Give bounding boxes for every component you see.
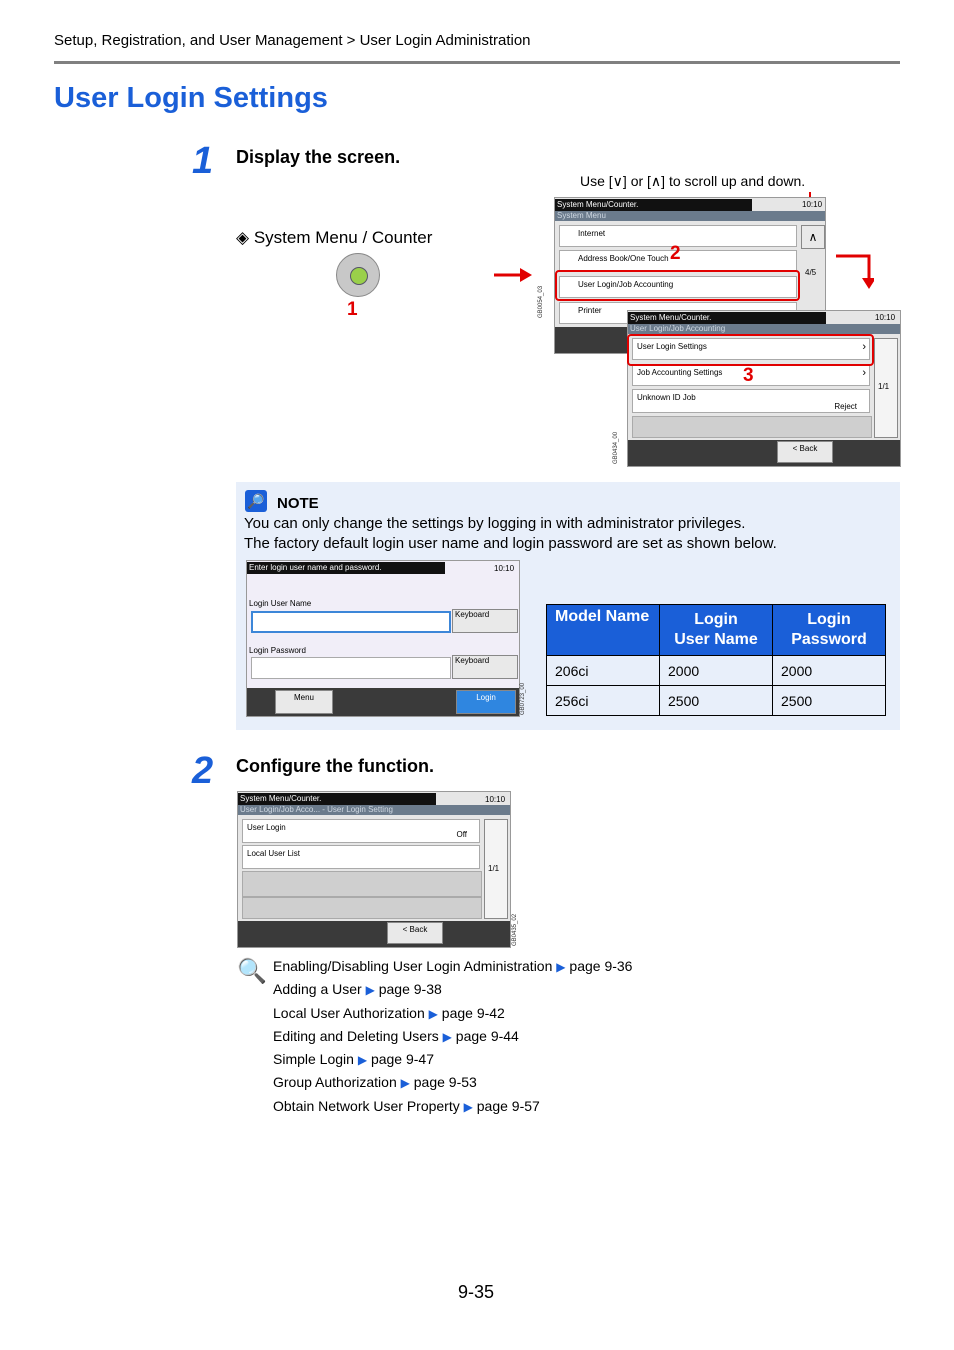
reference-link[interactable]: Obtain Network User Property ▶ page 9-57 — [273, 1097, 540, 1114]
note-magnifier-icon: 🔎 — [245, 490, 267, 512]
chevron-right-icon: › — [862, 367, 866, 379]
chevron-right-icon: › — [862, 341, 866, 353]
empty-row — [242, 871, 482, 897]
system-menu-icon: ◈ — [236, 228, 250, 247]
menu-item-user-login-job-accounting[interactable]: User Login/Job Accounting — [559, 276, 797, 298]
triangle-right-icon: ▶ — [463, 1099, 473, 1114]
highlight-user-login-settings — [627, 334, 874, 366]
keyboard-button-user[interactable]: Keyboard — [452, 609, 518, 633]
callout-1: 1 — [347, 299, 358, 320]
triangle-right-icon: ▶ — [357, 1053, 368, 1068]
menu-item-printer[interactable]: Printer — [559, 302, 797, 324]
menu-item-user-login-settings[interactable]: User Login Settings › — [632, 338, 870, 360]
table-cell: 2000 — [773, 656, 886, 686]
screen-a-code: GB0054_03 — [538, 285, 544, 318]
default-login-table — [546, 604, 886, 716]
red-bent-arrow-icon — [834, 252, 874, 290]
table-cell: 256ci — [547, 686, 660, 716]
step-1-title: Display the screen. — [236, 147, 401, 167]
screen-b-subheader: User Login/Job Accounting — [628, 324, 900, 334]
screen-user-login-setting — [237, 791, 511, 948]
system-menu-key-label: ◈ System Menu / Counter — [236, 228, 433, 247]
screen-c-page: 1/1 — [488, 864, 500, 873]
screen-a-subheader: System Menu — [555, 211, 825, 221]
triangle-right-icon: ▶ — [442, 1029, 452, 1044]
menu-item-local-user-list[interactable]: Local User List — [242, 845, 480, 869]
page-number: 9-35 — [458, 1282, 495, 1302]
menu-item-address-book[interactable]: Address Book/One Touch — [559, 250, 797, 272]
unknown-id-job-value: Reject — [834, 402, 857, 411]
screen-a-header: System Menu/Counter. — [555, 199, 752, 211]
note-label: NOTE — [277, 495, 319, 512]
screen-b-page: 1/1 — [878, 382, 890, 391]
login-screen-time: 10:10 — [494, 564, 515, 573]
step-2-number: 2 — [192, 750, 214, 792]
table-cell: 2500 — [660, 686, 773, 716]
triangle-right-icon: ▶ — [365, 983, 375, 998]
login-user-name-field[interactable] — [251, 611, 451, 633]
reference-link[interactable]: Group Authorization ▶ page 9-53 — [273, 1074, 477, 1091]
keyboard-button-password[interactable]: Keyboard — [452, 655, 518, 679]
reference-links — [273, 955, 632, 1118]
back-button[interactable]: < Back — [777, 441, 833, 463]
reference-link[interactable]: Editing and Deleting Users ▶ page 9-44 — [273, 1027, 519, 1044]
step-1-number: 1 — [192, 140, 214, 182]
scroll-up-button[interactable]: ∧ — [801, 225, 825, 249]
highlight-user-login-job-accounting — [555, 270, 800, 301]
system-menu-key[interactable] — [336, 253, 380, 297]
table-cell: 206ci — [547, 656, 660, 686]
menu-item-job-accounting-settings[interactable]: Job Accounting Settings › — [632, 364, 870, 386]
back-button[interactable]: < Back — [387, 922, 443, 944]
reference-link[interactable]: Enabling/Disabling User Login Administration ▶ page 9-36 — [273, 958, 633, 974]
menu-item-unknown-id-job[interactable]: Unknown ID Job Reject — [632, 389, 870, 413]
table-header-user-name: Login User Name — [660, 605, 773, 656]
triangle-right-icon: ▶ — [556, 960, 566, 974]
login-password-field[interactable] — [251, 657, 451, 679]
screen-c-header: System Menu/Counter. — [238, 793, 436, 805]
table-header-model: Model Name — [547, 605, 660, 656]
screen-b-header: System Menu/Counter. — [628, 312, 826, 324]
scroll-hint: Use [∨] or [∧] to scroll up and down. — [580, 173, 806, 189]
screen-c-time: 10:10 — [485, 795, 506, 804]
login-button[interactable]: Login — [456, 690, 516, 714]
menu-item-internet[interactable]: Internet — [559, 225, 797, 247]
table-header-password: Login Password — [773, 605, 886, 656]
login-user-name-label: Login User Name — [249, 599, 312, 608]
screen-b-time: 10:10 — [875, 313, 896, 322]
table-row — [547, 686, 886, 716]
triangle-right-icon: ▶ — [428, 1006, 438, 1021]
reference-link[interactable]: Simple Login ▶ page 9-47 — [273, 1051, 435, 1068]
user-login-value: Off — [456, 830, 467, 839]
empty-row — [242, 897, 482, 919]
table-cell: 2500 — [773, 686, 886, 716]
screen-c-subheader: User Login/Job Acco... - User Login Setting — [238, 805, 510, 815]
key-led-icon — [350, 267, 368, 285]
menu-button[interactable]: Menu — [275, 690, 333, 714]
reference-link[interactable]: Local User Authorization ▶ page 9-42 — [273, 1004, 505, 1021]
screen-c-code: GB0435_02 — [512, 913, 518, 946]
screen-a-time: 10:10 — [802, 200, 823, 209]
red-arrow-icon — [494, 265, 534, 285]
page-title: User Login Settings — [54, 82, 328, 114]
empty-row — [632, 416, 872, 438]
login-screen-code: GB0723_00 — [520, 682, 526, 715]
table-cell: 2000 — [660, 656, 773, 686]
login-screen-header: Enter login user name and password. — [247, 562, 445, 574]
step-2-title: Configure the function. — [236, 756, 434, 776]
callout-2: 2 — [670, 243, 681, 264]
screen-c-bottom-bar — [238, 921, 510, 947]
login-screen — [246, 560, 520, 717]
header-rule — [54, 61, 900, 64]
reference-magnifier-icon: 🔍 — [237, 958, 267, 985]
note-line-1: You can only change the settings by logging in with administrator privileges. — [244, 515, 746, 532]
breadcrumb: Setup, Registration, and User Management > User Login Administration — [54, 32, 531, 49]
table-row — [547, 656, 886, 686]
table-header-row — [547, 605, 886, 656]
note-line-2: The factory default login user name and login password are set as shown below. — [244, 535, 777, 552]
callout-3: 3 — [743, 365, 754, 386]
screen-a-page: 4/5 — [805, 268, 817, 277]
login-password-label: Login Password — [249, 646, 306, 655]
menu-item-user-login[interactable]: User Login Off — [242, 819, 480, 843]
screen-b-code: GB0434_00 — [613, 431, 619, 464]
screen-b-bottom-bar — [628, 440, 900, 466]
reference-link[interactable]: Adding a User ▶ page 9-38 — [273, 981, 442, 998]
triangle-right-icon: ▶ — [400, 1076, 410, 1091]
